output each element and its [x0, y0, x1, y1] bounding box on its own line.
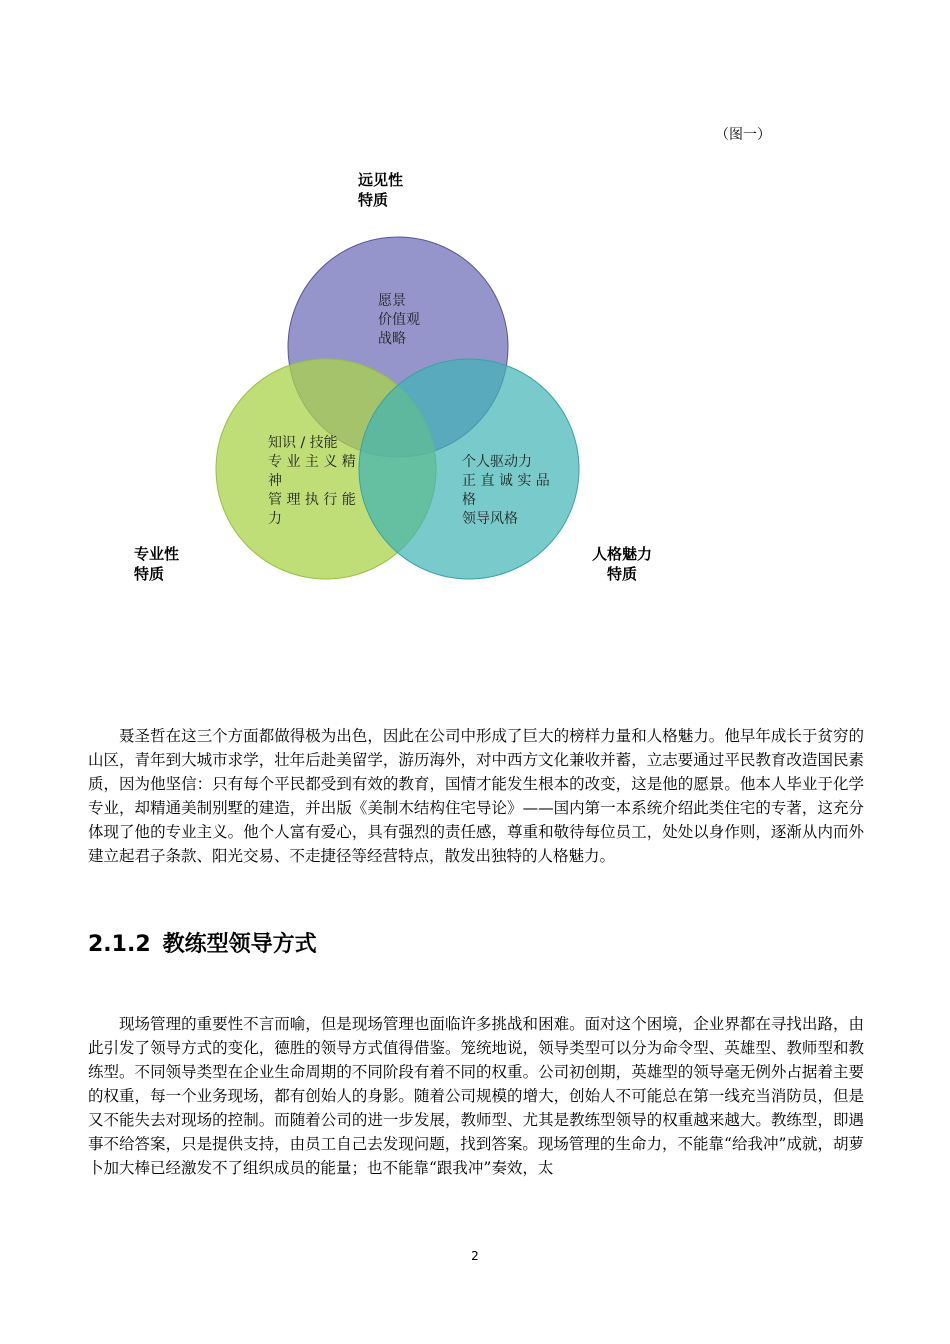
- paragraph-1: [88, 724, 864, 868]
- right-circle-text: 个人驱动力 正 直 诚 实 品 格 领导风格: [462, 454, 550, 527]
- right-trait-label: 人格魅力 特质: [591, 545, 652, 583]
- top-trait-label: 远见性 特质: [358, 171, 404, 209]
- page-number: 2: [471, 1249, 479, 1263]
- left-circle-text: 知识 / 技能 专 业 主 义 精 神 管 理 执 行 能 力: [268, 435, 356, 527]
- section-heading: [88, 927, 317, 958]
- section-title: 教练型领导方式: [162, 932, 317, 957]
- figure-caption: （图一）: [715, 127, 771, 143]
- section-number: 2.1.2: [88, 932, 151, 957]
- paragraph-1-text: 聂圣哲在这三个方面都做得极为出色，因此在公司中形成了巨大的榜样力量和人格魅力。他早年成长于贫穷的山区，青年到大城市求学，壮年后赴美留学，游历海外，对中西方文化兼收并蓄，立志要通过平民教育改造国民素质，因为他坚信：只有每个平民都受到有效的教育，国情才能发生根本的改变，这是他的愿景。他本人毕业于化学专业，却精通美制别墅的建造，并出版《美制木结构住宅导论》——国内第一本系统介绍此类住宅的专著，这充分体现了他的专业主义。他个人富有爱心，具有强烈的责任感，尊重和敬待每位员工，处处以身作则，逐渐从内而外建立起君子条款、阳光交易、不走捷径等经营特点，散发出独特的人格魅力。: [88, 727, 864, 865]
- paragraph-2-text: 现场管理的重要性不言而喻，但是现场管理也面临许多挑战和困难。面对这个困境，企业界都在寻找出路，由此引发了领导方式的变化，德胜的领导方式值得借鉴。笼统地说，领导类型可以分为命令型、英雄型、教师型和教练型。不同领导类型在企业生命周期的不同阶段有着不同的权重。公司初创期，英雄型的领导毫无例外占据着主要的权重，每一个业务现场，都有创始人的身影。随着公司规模的增大，创始人不可能总在第一线充当消防员，但是又不能失去对现场的控制。而随着公司的进一步发展，教师型、尤其是教练型领导的权重越来越大。教练型，即遇事不给答案，只是提供支持，由员工自己去发现问题，找到答案。现场管理的生命力，不能靠“给我冲”成就，胡萝卜加大棒已经激发不了组织成员的能量；也不能靠“跟我冲”奏效，太: [88, 1015, 864, 1177]
- paragraph-2: [88, 1012, 864, 1180]
- top-circle-text: 愿景 价值观 战略: [378, 293, 420, 347]
- left-trait-label: 专业性 特质: [134, 545, 180, 583]
